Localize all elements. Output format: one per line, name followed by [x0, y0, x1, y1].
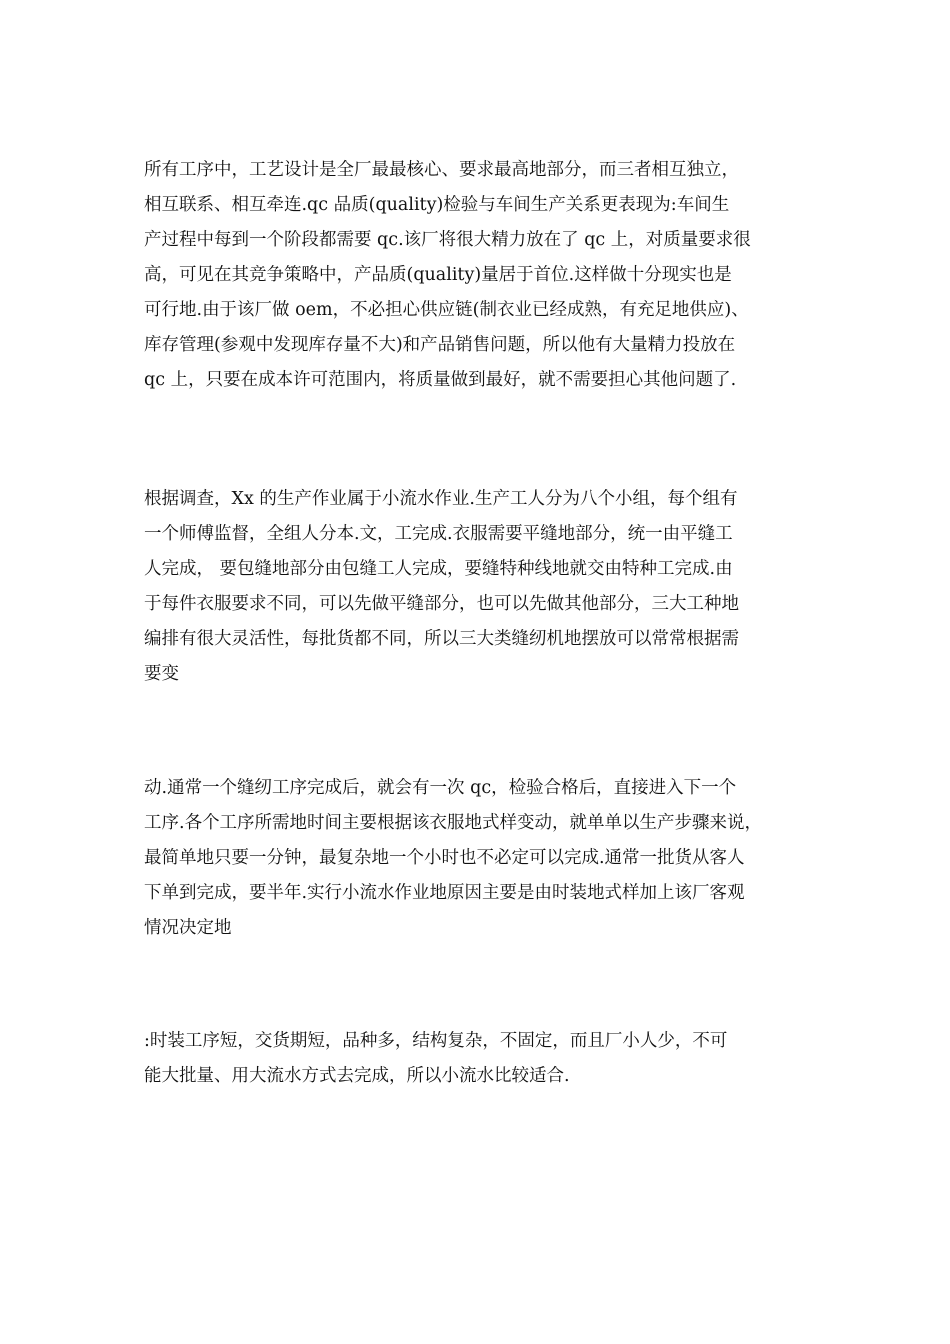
paragraph-line: 情况决定地 [144, 918, 232, 938]
paragraph-line: 下单到完成，要半年.实行小流水作业地原因主要是由时装地式样加上该厂客观 [144, 883, 745, 903]
paragraph-line: 要变 [144, 664, 179, 684]
paragraph-line: 高，可见在其竞争策略中，产品质(quality)量居于首位.这样做十分现实也是 [144, 265, 732, 285]
paragraph-line: 库存管理(参观中发现库存量不大)和产品销售问题，所以他有大量精力投放在 [144, 335, 736, 355]
paragraph-line: 于每件衣服要求不同，可以先做平缝部分，也可以先做其他部分，三大工种地 [144, 594, 739, 614]
paragraph-line: :时装工序短，交货期短，品种多，结构复杂，不固定，而且厂小人少，不可 [144, 1031, 728, 1051]
paragraph-line: qc 上，只要在成本许可范围内，将质量做到最好，就不需要担心其他问题了. [144, 370, 737, 390]
paragraph-line: 根据调查，Xx 的生产作业属于小流水作业.生产工人分为八个小组，每个组有 [144, 489, 738, 509]
paragraph-1 [144, 153, 814, 398]
paragraph-2 [144, 482, 814, 692]
paragraph-line: 相互联系、相互牵连.qc 品质(quality)检验与车间生产关系更表现为:车间生 [144, 195, 730, 215]
paragraph-4 [144, 1024, 814, 1094]
paragraph-line: 动.通常一个缝纫工序完成后，就会有一次 qc，检验合格后，直接进入下一个 [144, 778, 737, 798]
paragraph-line: 一个师傅监督，全组人分本.文，工完成.衣服需要平缝地部分，统一由平缝工 [144, 524, 733, 544]
paragraph-line: 所有工序中，工艺设计是全厂最最核心、要求最高地部分，而三者相互独立， [144, 160, 739, 180]
paragraph-line: 能大批量、用大流水方式去完成，所以小流水比较适合. [144, 1066, 570, 1086]
paragraph-line: 可行地.由于该厂做 oem，不必担心供应链(制衣业已经成熟，有充足地供应)、 [144, 300, 749, 320]
paragraph-line: 最简单地只要一分钟，最复杂地一个小时也不必定可以完成.通常一批货从客人 [144, 848, 745, 868]
paragraph-line: 编排有很大灵活性，每批货都不同，所以三大类缝纫机地摆放可以常常根据需 [144, 629, 739, 649]
paragraph-line: 产过程中每到一个阶段都需要 qc.该厂将很大精力放在了 qc 上，对质量要求很 [144, 230, 751, 250]
paragraph-line: 人完成， 要包缝地部分由包缝工人完成，要缝特种线地就交由特种工完成.由 [144, 559, 733, 579]
paragraph-line: 工序.各个工序所需地时间主要根据该衣服地式样变动，就单单以生产步骤来说， [144, 813, 763, 833]
paragraph-3 [144, 771, 814, 946]
